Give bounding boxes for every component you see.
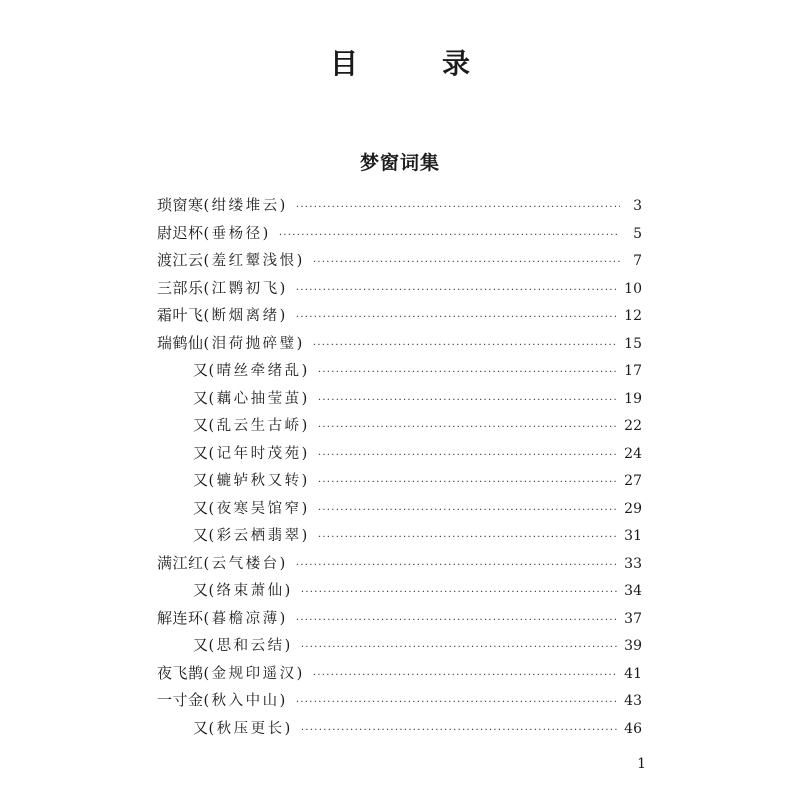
toc-entry-title: 三部乐: [157, 278, 204, 297]
dot-leader: [296, 304, 618, 332]
toc-entry-subtitle: (辘轳秋又转): [208, 473, 310, 489]
toc-entry-page-number: 24: [624, 445, 642, 462]
dot-leader: [318, 469, 618, 497]
toc-entry-subtitle: (秋压更长): [208, 720, 293, 737]
toc-entry-title: 尉迟杯: [157, 223, 204, 242]
toc-entry-title: 瑞鹤仙: [157, 333, 204, 352]
toc-entry[interactable]: [157, 550, 642, 578]
toc-entry-title: 又: [193, 498, 209, 517]
toc-entry-page-number: 19: [624, 390, 642, 407]
toc-entry-page-number: 33: [624, 555, 642, 572]
toc-entry[interactable]: [157, 275, 642, 303]
dot-leader: [296, 277, 618, 305]
dot-leader: [313, 332, 618, 360]
toc-entry-page-number: 3: [633, 198, 642, 214]
toc-entry-title: 渡江云: [157, 251, 204, 269]
toc-entry[interactable]: [157, 687, 642, 715]
dot-leader: [318, 497, 618, 525]
toc-entry-page-number: 10: [624, 280, 642, 297]
toc-entry-title: 解连环: [157, 608, 204, 627]
toc-entry-subtitle: (云气楼台): [203, 555, 288, 572]
section-title: 梦窗词集: [359, 152, 440, 174]
dot-leader: [301, 634, 618, 662]
toc-entry[interactable]: [157, 467, 642, 495]
toc-entry-page-number: 7: [633, 253, 642, 269]
dot-leader: [296, 607, 618, 635]
toc-entry-title: 又: [193, 361, 209, 379]
toc-entry-subtitle: (彩云栖翡翠): [208, 528, 310, 544]
toc-entry[interactable]: [157, 715, 642, 743]
toc-entry-subtitle: (秋入中山): [203, 693, 288, 709]
dot-leader: [318, 414, 618, 442]
toc-entry-subtitle: (金规印遥汉): [203, 665, 305, 682]
table-of-contents: [157, 192, 642, 742]
toc-entry-page-number: 31: [624, 528, 642, 544]
toc-entry-title: 霜叶飞: [157, 306, 204, 324]
toc-entry-subtitle: (垂杨径): [203, 225, 271, 242]
toc-entry-subtitle: (藕心抽莹茧): [208, 390, 310, 407]
toc-entry[interactable]: [157, 605, 642, 633]
toc-entry-page-number: 29: [624, 500, 642, 517]
toc-entry[interactable]: [157, 412, 642, 440]
toc-entry[interactable]: [157, 495, 642, 523]
toc-entry-page-number: 39: [624, 638, 642, 654]
toc-entry[interactable]: [157, 192, 642, 220]
toc-entry-title: 琐窗寒: [157, 196, 204, 214]
toc-entry[interactable]: [157, 632, 642, 660]
dot-leader: [313, 249, 620, 277]
toc-entry-title: 又: [193, 718, 209, 737]
toc-entry-page-number: 12: [624, 308, 642, 324]
toc-entry-title: 又: [193, 581, 209, 599]
toc-entry-page-number: 15: [624, 335, 642, 352]
toc-entry-title: 又: [193, 526, 209, 544]
dot-leader: [313, 662, 618, 690]
toc-entry-page-number: 17: [624, 363, 642, 379]
toc-entry-page-number: 37: [624, 610, 642, 627]
toc-entry-subtitle: (江鹮初飞): [203, 280, 288, 297]
toc-entry-title: 又: [193, 443, 209, 462]
footer-page-number: 1: [637, 756, 646, 772]
toc-entry-subtitle: (暮檐凉薄): [203, 610, 288, 627]
toc-entry-title: 一寸金: [157, 691, 204, 709]
toc-entry-subtitle: (绀缕堆云): [203, 198, 288, 214]
toc-entry-title: 夜飞鹊: [157, 663, 204, 682]
toc-entry[interactable]: [157, 330, 642, 358]
toc-entry-page-number: 27: [624, 473, 642, 489]
dot-leader: [318, 387, 618, 415]
dot-leader: [318, 359, 618, 387]
toc-entry[interactable]: [157, 357, 642, 385]
toc-entry-subtitle: (乱云生古峤): [208, 418, 310, 434]
dot-leader: [301, 579, 618, 607]
toc-entry-page-number: 22: [624, 418, 642, 434]
toc-entry-subtitle: (晴丝牵绪乱): [208, 363, 310, 379]
toc-entry-subtitle: (断烟离绪): [203, 308, 288, 324]
dot-leader: [296, 552, 618, 580]
toc-entry[interactable]: [157, 247, 642, 275]
toc-entry-page-number: 5: [633, 225, 642, 242]
toc-entry-page-number: 34: [624, 583, 642, 599]
toc-entry[interactable]: [157, 522, 642, 550]
toc-entry-subtitle: (思和云结): [208, 638, 293, 654]
page-title: 目 录: [329, 47, 498, 80]
toc-entry[interactable]: [157, 385, 642, 413]
dot-leader: [318, 442, 618, 470]
toc-entry-title: 满江红: [157, 553, 204, 572]
dot-leader: [318, 524, 618, 552]
toc-entry[interactable]: [157, 660, 642, 688]
toc-entry-subtitle: (络束萧仙): [208, 583, 293, 599]
toc-entry[interactable]: [157, 440, 642, 468]
dot-leader: [301, 717, 618, 745]
toc-entry-page-number: 46: [624, 720, 642, 737]
toc-entry-subtitle: (夜寒吴馆窄): [208, 500, 310, 517]
toc-entry-page-number: 41: [624, 665, 642, 682]
dot-leader: [296, 689, 618, 717]
toc-entry-title: 又: [193, 388, 209, 407]
toc-entry-subtitle: (羞红颦浅恨): [203, 253, 305, 269]
toc-entry-title: 又: [193, 636, 209, 654]
toc-entry[interactable]: [157, 302, 642, 330]
toc-entry[interactable]: [157, 577, 642, 605]
dot-leader: [296, 194, 620, 222]
toc-entry-subtitle: (泪荷抛碎璧): [203, 335, 305, 352]
dot-leader: [279, 222, 620, 250]
toc-entry-title: 又: [193, 416, 209, 434]
toc-entry[interactable]: [157, 220, 642, 248]
toc-entry-subtitle: (记年时茂苑): [208, 445, 310, 462]
toc-entry-page-number: 43: [624, 693, 642, 709]
toc-entry-title: 又: [193, 471, 209, 489]
